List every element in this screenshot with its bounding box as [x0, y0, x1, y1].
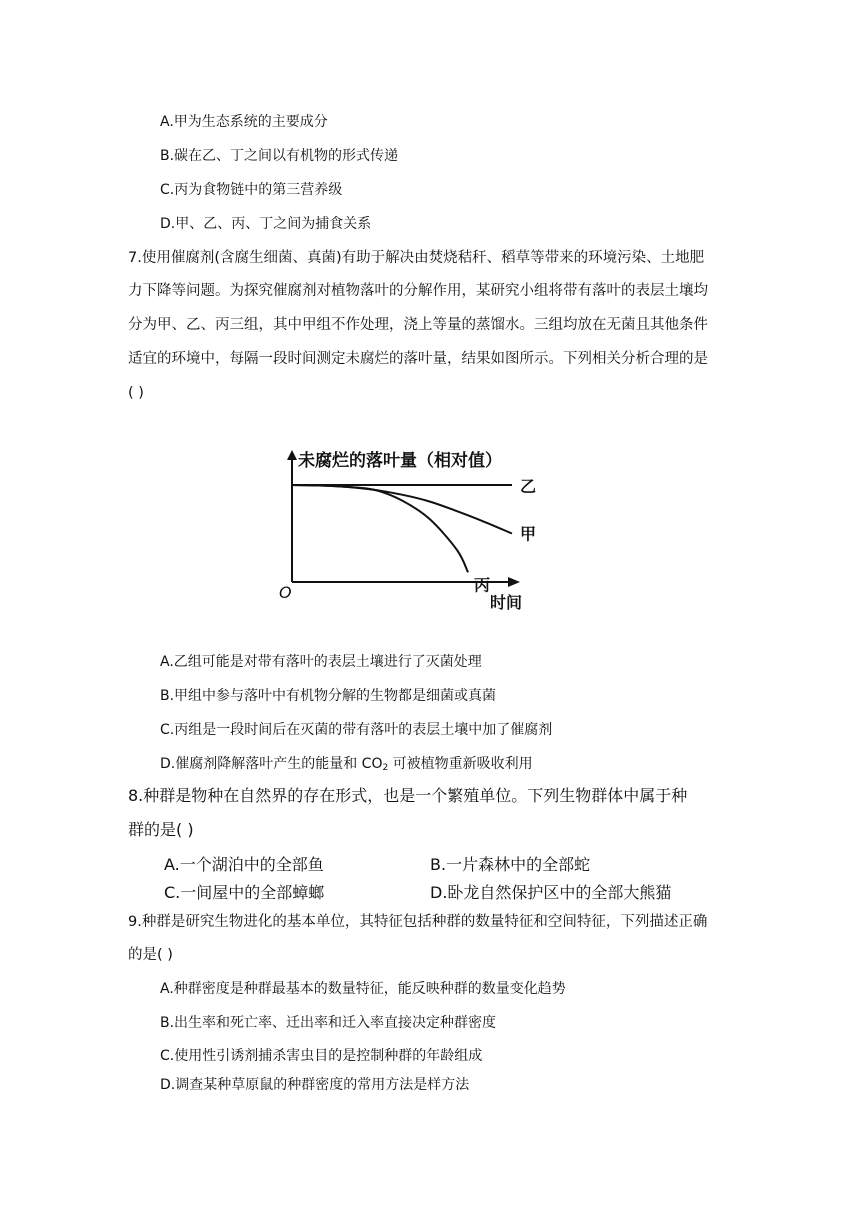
q8-option-d: D.卧龙自然保护区中的全部大熊猫	[430, 883, 672, 902]
q9-stem-line-1: 9.种群是研究生物进化的基本单位，其特征包括种群的数量特征和空间特征，下列描述正确	[128, 914, 708, 930]
q7-option-b: B.甲组中参与落叶中有机物分解的生物都是细菌或真菌	[160, 688, 497, 704]
q7-stem-line-5: ( )	[128, 385, 144, 401]
chart-x-axis-arrow	[508, 577, 520, 587]
q6-option-d: D.甲、乙、丙、丁之间为捕食关系	[160, 216, 372, 232]
q7-option-d-subscript: 2	[382, 763, 389, 773]
q6-option-c: C.丙为食物链中的第三营养级	[160, 182, 343, 198]
q7-stem-line-4: 适宜的环境中，每隔一段时间测定未腐烂的落叶量，结果如图所示。下列相关分析合理的是	[128, 351, 708, 367]
series-label-1: 乙	[520, 477, 537, 496]
series-label-2: 甲	[520, 524, 537, 544]
q7-option-c: C.丙组是一段时间后在灭菌的带有落叶的表层土壤中加了催腐剂	[160, 722, 553, 738]
q8-stem-line-2: 群的是( )	[128, 820, 194, 839]
chart-series-group	[292, 477, 536, 594]
q8-stem-line-1: 8.种群是物种在自然界的存在形式，也是一个繁殖单位。下列生物群体中属于种	[128, 786, 688, 805]
decomposition-chart-svg	[270, 440, 550, 620]
q7-option-d-text: D.催腐剂降解落叶产生的能量和 CO	[160, 756, 383, 772]
q7-stem-line-1: 7.使用催腐剂(含腐生细菌、真菌)有助于解决由焚烧秸秆、稻草等带来的环境污染、土地肥	[128, 250, 705, 266]
series-label-3: 丙	[474, 575, 491, 595]
chart-y-axis-label: 未腐烂的落叶量（相对值）	[298, 451, 502, 471]
q8-option-a: A.一个湖泊中的全部鱼	[164, 855, 324, 874]
q6-option-a: A.甲为生态系统的主要成分	[160, 114, 328, 130]
decomposition-chart	[270, 440, 550, 620]
q7-option-d-text-end: 可被植物重新吸收利用	[388, 756, 533, 772]
q7-option-a: A.乙组可能是对带有落叶的表层土壤进行了灭菌处理	[160, 654, 482, 670]
q8-option-b: B.一片森林中的全部蛇	[430, 855, 591, 874]
chart-y-axis-arrow	[287, 450, 297, 460]
q6-option-b: B.碳在乙、丁之间以有机物的形式传递	[160, 148, 399, 164]
q9-option-d: D.调查某种草原鼠的种群密度的常用方法是样方法	[160, 1077, 470, 1093]
q9-stem-line-2: 的是( )	[128, 947, 173, 963]
q9-option-a: A.种群密度是种群最基本的数量特征，能反映种群的数量变化趋势	[160, 981, 566, 997]
series-line-2	[292, 485, 512, 534]
q7-stem-line-2: 力下降等问题。为探究催腐剂对植物落叶的分解作用，某研究小组将带有落叶的表层土壤均	[128, 283, 708, 299]
chart-origin-label: O	[279, 583, 292, 602]
q7-option-d	[160, 754, 533, 778]
q7-stem-line-3: 分为甲、乙、丙三组，其中甲组不作处理，浇上等量的蒸馏水。三组均放在无菌且其他条件	[128, 317, 708, 333]
q8-option-c: C.一间屋中的全部蟑螂	[164, 883, 325, 902]
q9-option-b: B.出生率和死亡率、迁出率和迁入率直接决定种群密度	[160, 1015, 497, 1031]
series-line-3	[292, 485, 468, 572]
q9-option-c: C.使用性引诱剂捕杀害虫目的是控制种群的年龄组成	[160, 1048, 483, 1064]
chart-x-axis-label: 时间	[490, 593, 523, 612]
